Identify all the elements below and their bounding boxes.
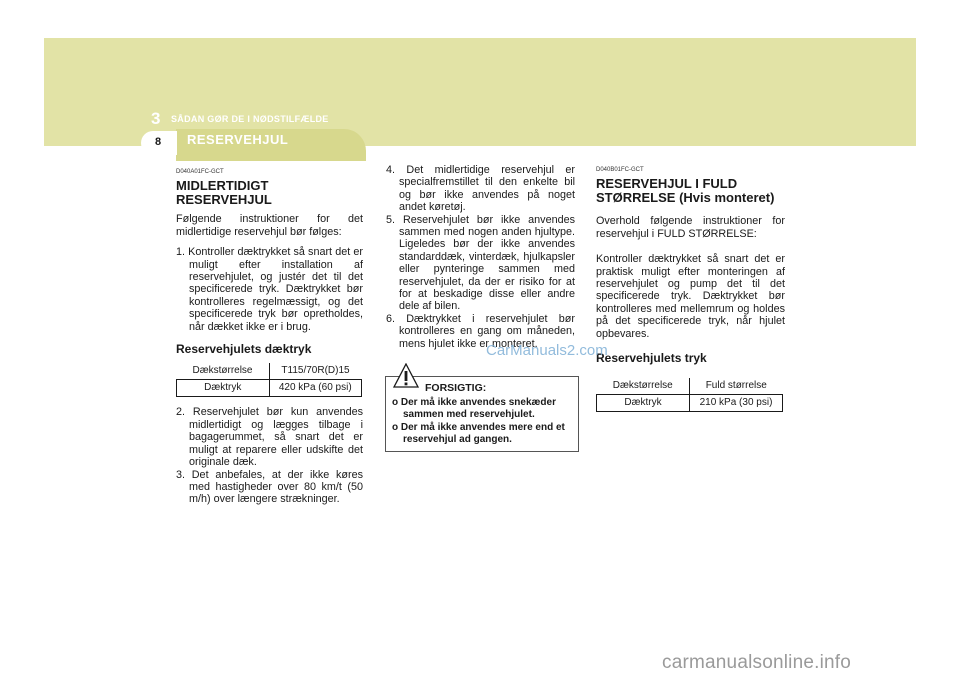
- middle-column: [386, 164, 575, 350]
- section-tab-label: RESERVEHJUL: [187, 132, 289, 147]
- left-column: [176, 166, 363, 506]
- table-header-value-right: Fuld størrelse: [690, 378, 783, 395]
- instruction-item-3: 3. Det anbefales, at der ikke køres med hastigheder over 80 km/t (50 m/h) over længere strækninger.: [176, 468, 363, 506]
- chapter-number: 3: [151, 109, 161, 128]
- section-code-right: D040B01FC-GCT: [596, 167, 644, 173]
- right-paragraph-2: Kontroller dæktrykket så snart det er praktisk muligt efter monteringen af reservehjulet og pump det til det specificerede tryk. Dæktrykket bør kontrolleres med mellemrum og holdes på det specificerede tryk, når hjulet opbevares.: [596, 253, 785, 340]
- caution-item-1: o Der må ikke anvendes snekæder sammen med reservehjulet.: [392, 397, 556, 420]
- instruction-item-4: 4. Det midlertidige reservehjul er specialfremstillet til den enkelte bil og bør ikke anvendes på noget andet køretøj.: [386, 164, 575, 214]
- caution-title: FORSIGTIG:: [425, 382, 487, 394]
- tire-pressure-heading: Reservehjulets dæktryk: [176, 342, 312, 357]
- instruction-item-1: 1. Kontroller dæktrykket så snart det er muligt efter installation af reservehjulet, og justér det til det specificerede tryk. Dæktrykket bør kontrolleres regelmæssigt, og det specificerede tryk bør opretholdes, når dækket ikke er i brug.: [176, 246, 363, 333]
- table-cell-label: Dæktryk: [177, 380, 270, 397]
- chapter-title: SÅDAN GØR DE I NØDSTILFÆLDE: [171, 114, 329, 124]
- warning-icon: [393, 363, 419, 389]
- table-cell-value-right: 210 kPa (30 psi): [690, 395, 783, 412]
- intro-text: Følgende instruktioner for det midlertidige reservehjul bør følges:: [176, 213, 363, 238]
- section-code: D040A01FC-GCT: [176, 169, 224, 175]
- table-cell-value: 420 kPa (60 psi): [269, 380, 362, 397]
- page-number: 8: [155, 136, 162, 148]
- header-band: [44, 38, 916, 146]
- caution-item-2: o Der må ikke anvendes mere end et reservehjul ad gangen.: [392, 422, 565, 445]
- right-column: [596, 164, 785, 412]
- instruction-item-6: 6. Dæktrykket i reservehjulet bør kontrolleres en gang om måneden, mens hjulet ikke er monteret.: [386, 312, 575, 350]
- right-paragraph-1: Overhold følgende instruktioner for reservehjul i FULD STØRRELSE:: [596, 215, 785, 240]
- footer-site: carmanualsonline.info: [662, 652, 852, 673]
- table-cell-label-right: Dæktryk: [597, 395, 690, 412]
- instruction-item-2: 2. Reservehjulet bør kun anvendes midlertidigt og lægges tilbage i bagagerummet, så snart det er muligt at reparere eller udskifte det originale dæk.: [176, 406, 363, 469]
- table-header-value: T115/70R(D)15: [269, 363, 362, 380]
- section-title: MIDLERTIDIGT RESERVEHJUL: [176, 178, 272, 208]
- section-title-right: RESERVEHJUL I FULD STØRRELSE (Hvis monteret): [596, 176, 775, 206]
- spare-pressure-heading: Reservehjulets tryk: [596, 351, 707, 366]
- watermark: CarManuals2.com: [486, 342, 608, 359]
- table-header-size: Dækstørrelse: [177, 363, 270, 380]
- spare-pressure-table: [596, 378, 783, 412]
- instruction-item-5: 5. Reservehjulet bør ikke anvendes sammen med nogen anden hjultype. Ligeledes bør der ikke anvendes standarddæk, vinterdæk, hjulkapsler eller pynteringe sammen med reservehjulet, da der er risiko for at for at beskadige disse eller andre dele af bilen.: [386, 213, 575, 313]
- table-header-size-right: Dækstørrelse: [597, 378, 690, 395]
- tire-pressure-table: [176, 363, 362, 397]
